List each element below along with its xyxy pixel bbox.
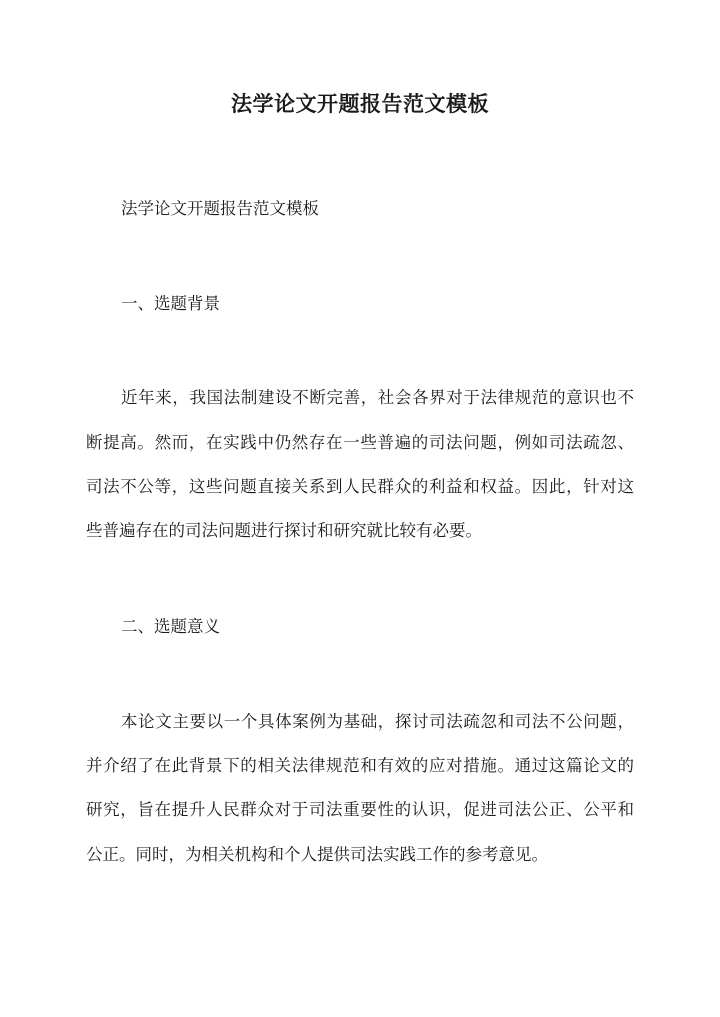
paragraph-line: 并介绍了在此背景下的相关法律规范和有效的应对措施。通过这篇论文的 (86, 756, 634, 775)
paragraph-line: 本论文主要以一个具体案例为基础，探讨司法疏忽和司法不公问题， (121, 712, 634, 731)
document-title: 法学论文开题报告范文模板 (231, 91, 489, 116)
paragraph-line: 司法不公等，这些问题直接关系到人民群众的利益和权益。因此，针对这 (86, 477, 634, 496)
section-heading-significance: 二、选题意义 (121, 617, 220, 636)
paragraph-line: 近年来，我国法制建设不断完善，社会各界对于法律规范的意识也不 (121, 388, 634, 407)
document-subtitle: 法学论文开题报告范文模板 (121, 199, 319, 218)
section-heading-background: 一、选题背景 (121, 294, 220, 313)
paragraph-line: 研究，旨在提升人民群众对于司法重要性的认识，促进司法公正、公平和 (86, 800, 634, 819)
paragraph-line: 公正。同时，为相关机构和个人提供司法实践工作的参考意见。 (86, 845, 548, 864)
paragraph-line: 些普遍存在的司法问题进行探讨和研究就比较有必要。 (86, 521, 482, 540)
paragraph-line: 断提高。然而，在实践中仍然存在一些普遍的司法问题，例如司法疏忽、 (86, 433, 634, 452)
